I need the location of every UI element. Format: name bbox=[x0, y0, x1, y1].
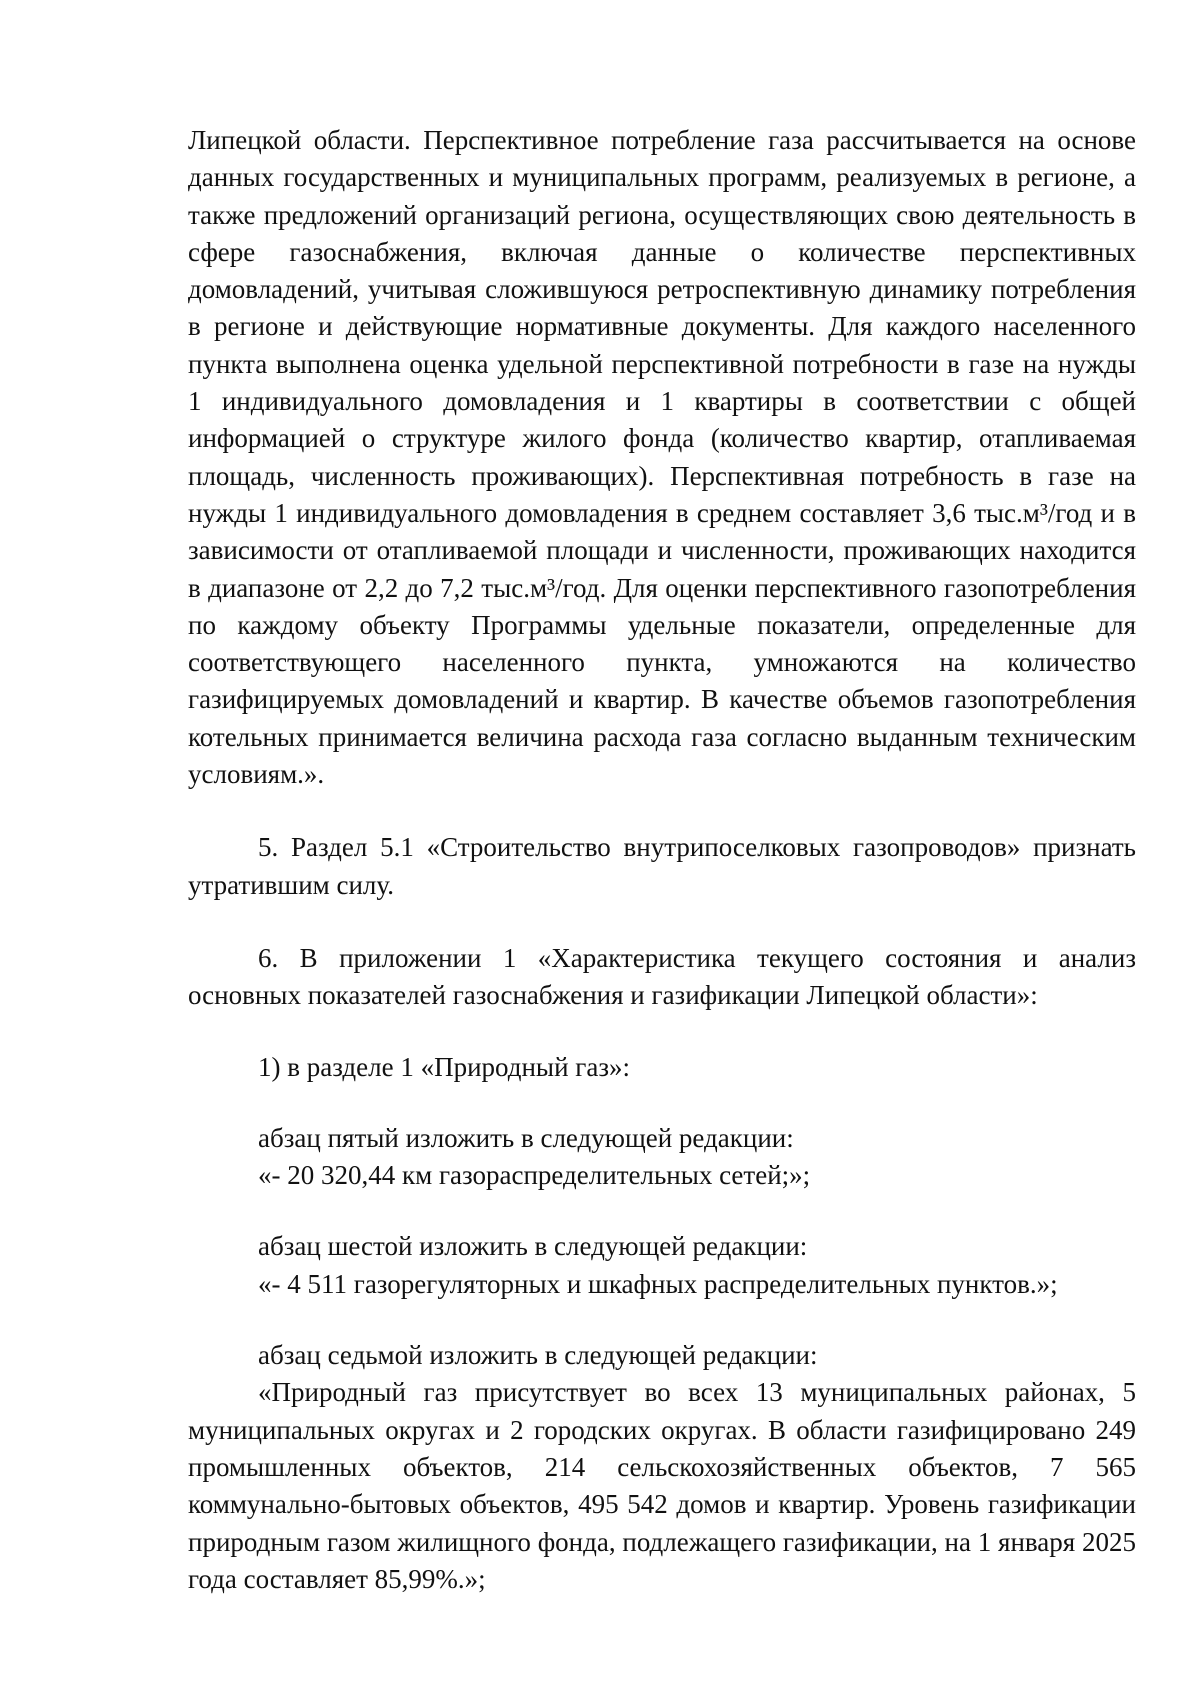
subitem-1: 1) в разделе 1 «Природный газ»: bbox=[258, 1051, 631, 1082]
para7-instruction: абзац седьмой изложить в следующей редакции: bbox=[258, 1340, 818, 1371]
para6-text: «- 4 511 газорегуляторных и шкафных распределительных пунктов.»; bbox=[258, 1268, 1058, 1299]
item-5: 5. Раздел 5.1 «Строительство внутрипоселковых газопроводов» признать утратившим силу. bbox=[188, 832, 1136, 900]
para6-instruction: абзац шестой изложить в следующей редакции: bbox=[258, 1231, 808, 1262]
document-page bbox=[188, 122, 1136, 1598]
item-6: 6. В приложении 1 «Характеристика текущего состояния и анализ основных показателей газоснабжения и газификации Липецкой области»: bbox=[188, 942, 1136, 1011]
para5-instruction: абзац пятый изложить в следующей редакции: bbox=[258, 1122, 794, 1153]
para7-text: «Природный газ присутствует во всех 13 муниципальных районах, 5 муниципальных округах и 2 городских округах. В области газифицировано 249 промышленных объектов, 214 сельскохозяйственных объектов, 7 565 коммунально-бытовых объектов, 495 542 домов и квартир. Уровень газификации природным газом жилищного фонда, подлежащего газификации, на 1 января 2025 года составляет 85,99%.»; bbox=[188, 1377, 1136, 1594]
paragraph-intro: Липецкой области. Перспективное потребление газа рассчитывается на основе данных государственных и муниципальных программ, реализуемых в регионе, а также предложений организаций региона, осуществляющих свою деятельность в сфере газоснабжения, включая данные о количестве перспективных домовладений, учитывая сложившуюся ретроспективную динамику потребления в регионе и действующие нормативные документы. Для каждого населенного пункта выполнена оценка удельной перспективной потребности в газе на нужды 1 индивидуального домовладения и 1 квартиры в соответствии с общей информацией о структуре жилого фонда (количество квартир, отапливаемая площадь, численность проживающих). Перспективная потребность в газе на нужды 1 индивидуального домовладения в среднем составляет 3,6 тыс.м³/год и в зависимости от отапливаемой площади и численности, проживающих находится в диапазоне от 2,2 до 7,2 тыс.м³/год. Для оценки перспективного газопотребления по каждому объекту Программы удельные показатели, определенные для соответствующего населенного пункта, умножаются на количество газифицируемых домовладений и квартир. В качестве объемов газопотребления котельных принимается величина расхода газа согласно выданным техническим условиям.». bbox=[188, 125, 1136, 790]
para5-text: «- 20 320,44 км газораспределительных сетей;»; bbox=[258, 1160, 811, 1191]
